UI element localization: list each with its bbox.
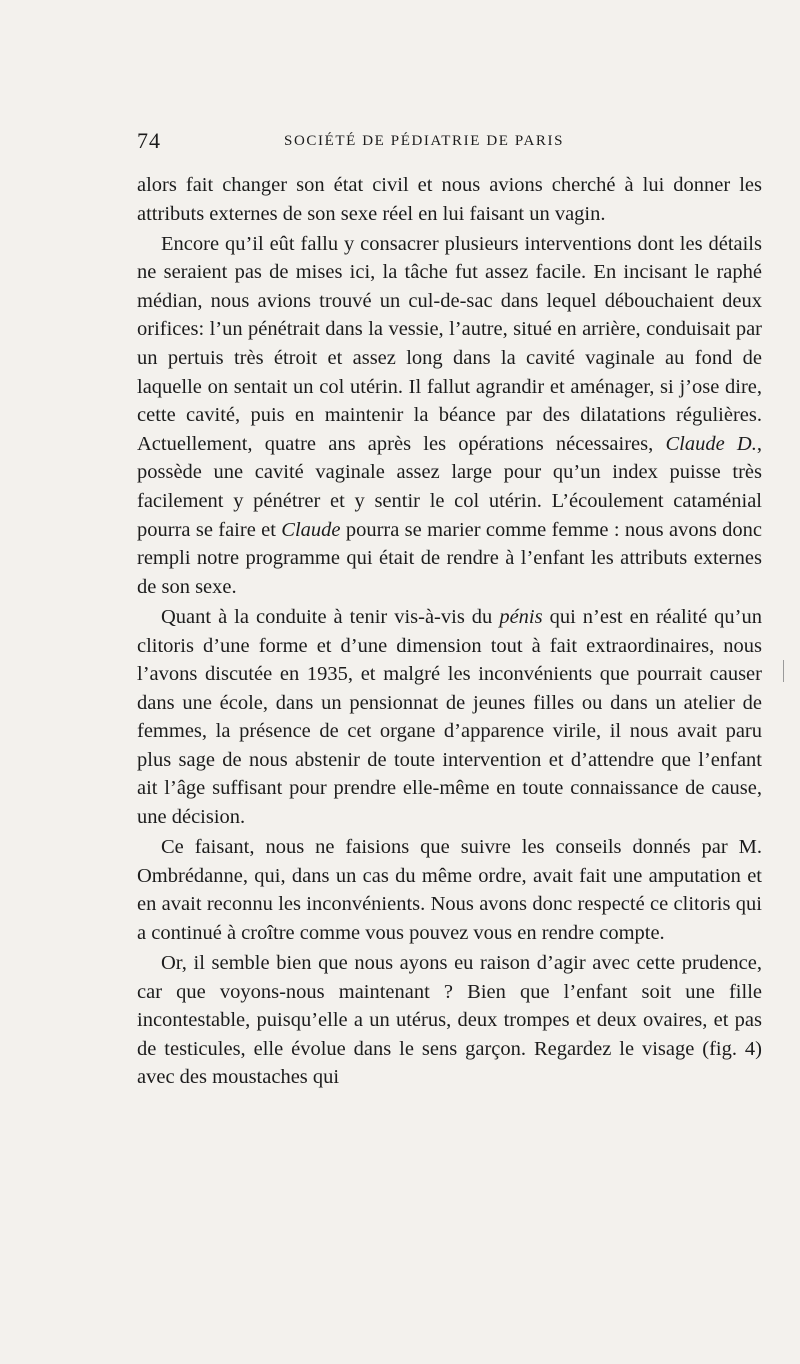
italic-name: Claude	[281, 518, 341, 541]
paragraph-text: Encore qu’il eût fallu y consacrer plusieurs interventions dont les détails ne seraient pas de mises ici, la tâche fut assez facile. En incisant le raphé médian, nous avions trouvé un cul-de-sac dans lequel débouchaient deux orifices: l’un pénétrait dans la vessie, l’autre, situé en arrière, conduisait par un pertuis très étroit et assez long dans la cavité vaginale au fond de laquelle on sentait un col utérin. Il fallut agrandir et aménager, si j’ose dire, cette cavité, puis en maintenir la béance par des dilatations régulières. Actuellement, quatre ans après les opérations nécessaires,	[137, 232, 762, 455]
paragraph-text: Ce faisant, nous ne faisions que suivre les conseils donnés par M. Ombrédanne, qui, dans un cas du même ordre, avait fait une amputation et en avait reconnu les inconvénients. Nous avons donc respecté ce clitoris qui a continué à croître comme vous pouvez vous en rendre compte.	[137, 836, 762, 944]
paragraph-text: Quant à la conduite à tenir vis-à-vis du	[161, 605, 500, 628]
paragraph	[137, 171, 762, 228]
running-head: SOCIÉTÉ DE PÉDIATRIE DE PARIS	[284, 133, 565, 149]
italic-term: pénis	[499, 605, 543, 628]
paragraph	[137, 230, 762, 602]
italic-name: Claude D.	[665, 432, 757, 455]
paragraph-text: alors fait changer son état civil et nous avions cherché à lui donner les attributs externes de son sexe réel en lui faisant un vagin.	[137, 174, 762, 225]
body-text	[137, 171, 762, 1092]
page-number: 74	[137, 128, 161, 153]
paragraph-text: , possède une cavité vaginale assez large pour qu’un index puisse très facilement y pénétrer et y sentir le col utérin. L’écoulement cataménial pourra se faire et	[137, 432, 762, 541]
paragraph	[137, 603, 762, 832]
margin-mark	[783, 660, 784, 682]
paragraph	[137, 949, 762, 1092]
paragraph-text: pourra se marier comme femme : nous avons donc rempli notre programme qui était de rendre à l’enfant les attributs externes de son sexe.	[137, 518, 762, 598]
paragraph	[137, 833, 762, 947]
paragraph-text: Or, il semble bien que nous ayons eu raison d’agir avec cette prudence, car que voyons-nous maintenant ? Bien que l’enfant soit une fille incontestable, puisqu’elle a un utérus, deux trompes et deux ovaires, et pas de testicules, elle évolue dans le sens garçon. Regardez le visage (fig. 4) avec des moustaches qui	[137, 952, 762, 1089]
page-header	[137, 128, 762, 158]
paragraph-text: qui n’est en réalité qu’un clitoris d’une forme et d’une dimension tout à fait extraordinaires, nous l’avons discutée en 1935, et malgré les inconvénients que pourrait causer dans une école, dans un pensionnat de jeunes filles ou dans un atelier de femmes, la présence de cet organe d’apparence virile, il nous avait paru plus sage de nous abstenir de toute intervention et d’attendre que l’enfant ait l’âge suffisant pour prendre elle-même en toute connaissance de cause, une décision.	[137, 605, 762, 829]
